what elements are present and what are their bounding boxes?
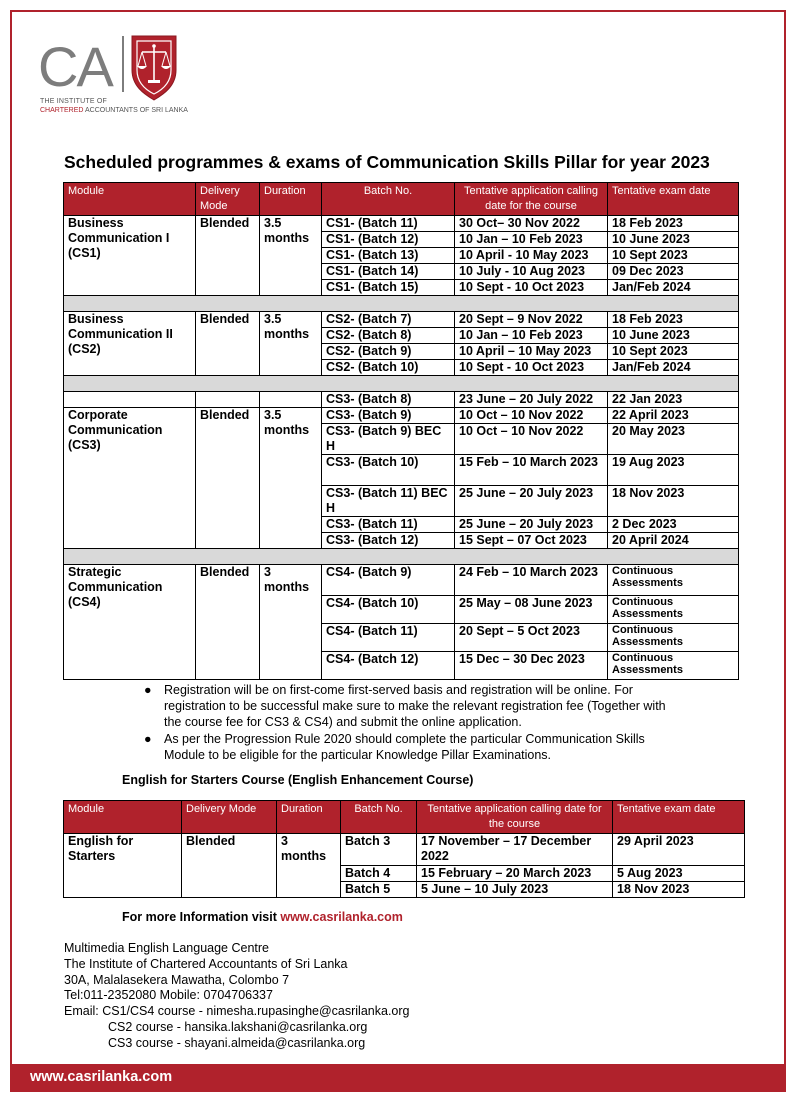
english-course-table [63, 800, 745, 898]
col-header-module: Module [64, 183, 196, 216]
col-header-duration: Duration [277, 801, 341, 834]
exam-date: 22 April 2023 [608, 408, 739, 424]
exam-date: Continuous Assessments [608, 624, 739, 652]
batch-no: CS3- (Batch 12) [322, 533, 455, 549]
exam-date: 5 Aug 2023 [613, 866, 745, 882]
col-header-application-date: Tentative application calling date for the course [417, 801, 613, 834]
application-date: 20 Sept – 5 Oct 2023 [455, 624, 608, 652]
exam-date: 18 Feb 2023 [608, 216, 739, 232]
batch-no: CS1- (Batch 14) [322, 264, 455, 280]
batch-no: CS4- (Batch 10) [322, 596, 455, 624]
duration: 3.5 months [260, 216, 322, 296]
delivery-mode: Blended [196, 216, 260, 296]
col-header-batch: Batch No. [322, 183, 455, 216]
application-date: 25 June – 20 July 2023 [455, 486, 608, 517]
batch-no: Batch 4 [341, 866, 417, 882]
batch-no: CS3- (Batch 9) [322, 408, 455, 424]
exam-date: 19 Aug 2023 [608, 455, 739, 486]
batch-no: CS4- (Batch 12) [322, 652, 455, 680]
scales-shield-icon [128, 32, 180, 102]
batch-no: CS3- (Batch 11) [322, 517, 455, 533]
page-title: Scheduled programmes & exams of Communication Skills Pillar for year 2023 [64, 152, 710, 172]
section-gap [64, 376, 739, 392]
batch-no: CS1- (Batch 12) [322, 232, 455, 248]
batch-no: CS2- (Batch 10) [322, 360, 455, 376]
english-course-title: English for Starters Course (English Enhancement Course) [122, 773, 474, 787]
module-name [64, 392, 196, 408]
batch-no: CS4- (Batch 11) [322, 624, 455, 652]
exam-date: 10 Sept 2023 [608, 248, 739, 264]
contact-line: The Institute of Chartered Accountants of Sri Lanka [64, 956, 348, 971]
batch-no: CS1- (Batch 13) [322, 248, 455, 264]
delivery-mode: Blended [196, 408, 260, 549]
application-date: 20 Sept – 9 Nov 2022 [455, 312, 608, 328]
application-date: 24 Feb – 10 March 2023 [455, 565, 608, 596]
duration: 3 months [277, 834, 341, 898]
application-date: 25 May – 08 June 2023 [455, 596, 608, 624]
batch-no: CS3- (Batch 9) BEC H [322, 424, 455, 455]
contact-line: CS3 course - shayani.almeida@casrilanka.org [108, 1035, 366, 1050]
delivery-mode: Blended [196, 312, 260, 376]
list-item: ● Registration will be on first-come first-served basis and registration will be online. For registration to be successful make sure to make the relevant registration fee (Together with the course fee for CS3 & CS4) and submit the online application. [144, 683, 666, 730]
application-date: 10 Oct – 10 Nov 2022 [455, 408, 608, 424]
module-name: Strategic Communication (CS4) [64, 565, 196, 680]
application-date: 15 Dec – 30 Dec 2023 [455, 652, 608, 680]
website-link[interactable]: www.casrilanka.com [280, 910, 403, 924]
footer-url[interactable]: www.casrilanka.com [30, 1069, 173, 1085]
table-header-row [64, 801, 745, 834]
list-item: ● As per the Progression Rule 2020 should complete the particular Communication Skills Module to be eligible for the particular Knowledge Pillar Examinations. [144, 731, 645, 762]
bullet-icon: ● [144, 683, 152, 697]
logo-text-line2: CHARTERED ACCOUNTANTS OF SRI LANKA [40, 107, 188, 114]
col-header-application-date: Tentative application calling date for the course [455, 183, 608, 216]
exam-date: Jan/Feb 2024 [608, 280, 739, 296]
logo-text-line1: THE INSTITUTE OF [40, 98, 107, 105]
section-gap [64, 296, 739, 312]
batch-no: CS2- (Batch 9) [322, 344, 455, 360]
application-date: 10 April – 10 May 2023 [455, 344, 608, 360]
col-header-duration: Duration [260, 183, 322, 216]
table-header-row [64, 183, 739, 216]
application-date: 23 June – 20 July 2022 [455, 392, 608, 408]
col-header-exam-date: Tentative exam date [608, 183, 739, 216]
delivery-mode: Blended [196, 565, 260, 680]
contact-line: Email: CS1/CS4 course - nimesha.rupasinghe@casrilanka.org [64, 1004, 410, 1019]
bullet-icon: ● [144, 731, 152, 746]
application-date: 10 Sept - 10 Oct 2023 [455, 280, 608, 296]
table-row [64, 565, 739, 596]
application-date: 17 November – 17 December 2022 [417, 834, 613, 866]
application-date: 30 Oct– 30 Nov 2022 [455, 216, 608, 232]
exam-date: 18 Feb 2023 [608, 312, 739, 328]
application-date: 25 June – 20 July 2023 [455, 517, 608, 533]
exam-date: 18 Nov 2023 [608, 486, 739, 517]
application-date: 10 Sept - 10 Oct 2023 [455, 360, 608, 376]
batch-no: CS3- (Batch 8) [322, 392, 455, 408]
table-row [64, 834, 745, 866]
institute-logo [38, 32, 198, 122]
duration: 3 months [260, 565, 322, 680]
more-info-line: For more Information visit www.casrilanka.com [122, 910, 403, 924]
exam-date: 20 April 2024 [608, 533, 739, 549]
col-header-delivery-mode: Delivery Mode [196, 183, 260, 216]
duration: 3.5 months [260, 312, 322, 376]
delivery-mode: Blended [182, 834, 277, 898]
section-gap [64, 549, 739, 565]
duration [260, 392, 322, 408]
batch-no: Batch 5 [341, 882, 417, 898]
exam-date: 10 Sept 2023 [608, 344, 739, 360]
logo-letters: CA [38, 35, 112, 98]
delivery-mode [196, 392, 260, 408]
duration: 3.5 months [260, 408, 322, 549]
module-name: Business Communication II (CS2) [64, 312, 196, 376]
table-row [64, 216, 739, 232]
contact-line: 30A, Malalasekera Mawatha, Colombo 7 [64, 972, 290, 987]
schedule-table [63, 182, 739, 680]
contact-line: Multimedia English Language Centre [64, 941, 269, 955]
contact-line: Tel:011-2352080 Mobile: 0704706337 [64, 988, 273, 1003]
batch-no: CS2- (Batch 7) [322, 312, 455, 328]
contact-line: CS2 course - hansika.lakshani@casrilanka.org [108, 1019, 368, 1034]
application-date: 10 Jan – 10 Feb 2023 [455, 232, 608, 248]
batch-no: CS1- (Batch 11) [322, 216, 455, 232]
notes-list [144, 682, 684, 763]
exam-date: Jan/Feb 2024 [608, 360, 739, 376]
batch-no: CS3- (Batch 11) BEC H [322, 486, 455, 517]
table-row [64, 312, 739, 328]
batch-no: Batch 3 [341, 834, 417, 866]
application-date: 15 February – 20 March 2023 [417, 866, 613, 882]
application-date: 10 July - 10 Aug 2023 [455, 264, 608, 280]
exam-date: 20 May 2023 [608, 424, 739, 455]
application-date: 5 June – 10 July 2023 [417, 882, 613, 898]
module-name: Business Communication I (CS1) [64, 216, 196, 296]
col-header-batch: Batch No. [341, 801, 417, 834]
application-date: 10 Oct – 10 Nov 2022 [455, 424, 608, 455]
exam-date: 10 June 2023 [608, 328, 739, 344]
module-name: English for Starters [64, 834, 182, 898]
col-header-exam-date: Tentative exam date [613, 801, 745, 834]
col-header-delivery-mode: Delivery Mode [182, 801, 277, 834]
exam-date: 22 Jan 2023 [608, 392, 739, 408]
exam-date: Continuous Assessments [608, 565, 739, 596]
batch-no: CS1- (Batch 15) [322, 280, 455, 296]
exam-date: 2 Dec 2023 [608, 517, 739, 533]
logo-divider [122, 36, 124, 92]
exam-date: 09 Dec 2023 [608, 264, 739, 280]
application-date: 15 Sept – 07 Oct 2023 [455, 533, 608, 549]
exam-date: 29 April 2023 [613, 834, 745, 866]
application-date: 10 Jan – 10 Feb 2023 [455, 328, 608, 344]
exam-date: Continuous Assessments [608, 652, 739, 680]
exam-date: 18 Nov 2023 [613, 882, 745, 898]
module-name: Corporate Communication (CS3) [64, 408, 196, 549]
batch-no: CS2- (Batch 8) [322, 328, 455, 344]
batch-no: CS4- (Batch 9) [322, 565, 455, 596]
table-row [64, 392, 739, 408]
application-date: 15 Feb – 10 March 2023 [455, 455, 608, 486]
exam-date: Continuous Assessments [608, 596, 739, 624]
exam-date: 10 June 2023 [608, 232, 739, 248]
batch-no: CS3- (Batch 10) [322, 455, 455, 486]
contact-block [64, 941, 409, 1052]
application-date: 10 April - 10 May 2023 [455, 248, 608, 264]
col-header-module: Module [64, 801, 182, 834]
table-row [64, 408, 739, 424]
